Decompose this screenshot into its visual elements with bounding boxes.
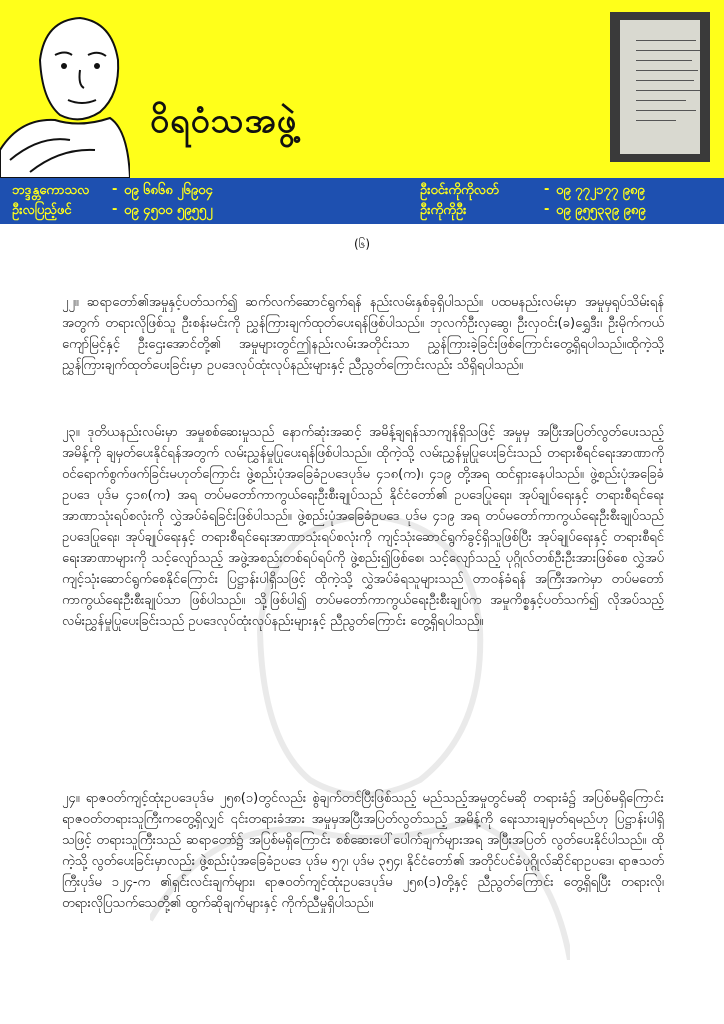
paragraph-number: ၂၃။: [62, 425, 80, 440]
paragraph-23: [62, 422, 664, 632]
contact-sep: -: [544, 182, 550, 197]
paragraph-number: ၂၄။: [62, 791, 80, 806]
contact-phone: ၀၉ ၄၅၀၀ ၅၉၅၅၂: [124, 203, 213, 218]
contact-phone: ၀၉ ၉၅၅၃၃၉ ၉၈၉: [556, 203, 646, 218]
contact-sep: -: [112, 182, 118, 197]
paragraph-text: ရာဇဝတ်ကျင့်ထုံးဥပဒေပုဒ်မ ၂၅၈(၁)တွင်လည်း စွဲချက်တင်ပြီးဖြစ်သည့် မည်သည့်အမှုတွင်မဆို တရားခံ၌ အပြစ်မရှိကြောင်း ရာဇဝတ်တရားသူကြီးကတွေ့ရှိလျှင် ၎င်းတရားခံအား အမှုမှအပြီးအပြတ်လွတ်သည့် အမိန့်ကို ရေးသားချမှတ်ရမည်ဟု ပြဋ္ဌာန်းပါရှိသဖြင့် တရားသူကြီးသည် ဆရာတော်၌ အပြစ်မရှိကြောင်း စစ်ဆေးပေါ်ပေါက်ချက်များအရ အပြီးအပြတ် လွတ်ပေးနိုင်ပါသည်။ ထိုကဲ့သို့ လွတ်ပေးခြင်းမှာလည်း ဖွဲ့စည်းပုံအခြေခံဥပဒေ ပုဒ်မ ၅၇၊ ပုဒ်မ ၃၅၄၊ နိုင်ငံတော်၏ အတိုင်ပင်ခံပုဂ္ဂိုလ်ဆိုင်ရာဥပဒေ၊ ရာဇသတ်ကြီးပုဒ်မ ၁၂၄-က ၏ရှင်းလင်းချက်များ၊ ရာဇဝတ်ကျင့်ထုံးဥပဒေပုဒ်မ ၂၅၈(၁)တို့နှင့် ညီညွတ်ကြောင်း တွေ့ရှိရပြီး တရားလို၊ တရားလိုပြသက်သေတို့၏ ထွက်ဆိုချက်များနှင့် ကိုက်ညီမှုရှိပါသည်။: [62, 791, 664, 911]
monk-portrait-illustration: [0, 0, 130, 178]
contact-name: ဘဒ္ဒန္တကောသလ: [12, 183, 90, 198]
contact-name: ဦးဝင်းကိုကိုလတ်: [420, 183, 499, 198]
paragraph-number: ၂၂။: [62, 295, 79, 310]
contact-sep: -: [112, 202, 118, 217]
contact-phone: ၀၉ ၇၇၂၁၇၇ ၉၈၉: [556, 183, 645, 198]
page-number: (၆): [353, 237, 371, 251]
paragraph-24: [62, 788, 664, 914]
contact-name: ဦးလပြည့်ဖင်: [12, 203, 72, 218]
organization-name: ဝိရဝံသအဖွဲ့: [150, 101, 298, 141]
contact-name: ဦးကိုကိုဦး: [420, 203, 467, 218]
contact-phone: ၀၉ ၆၈၆၈ ၂၆၉၀၄: [124, 183, 213, 198]
paragraph-text: ဒုတိယနည်းလမ်းမှာ အမှုစစ်ဆေးမှုသည် နောက်ဆုံးအဆင့် အမိန့်ချရန်သာကျန်ရှိသဖြင့် အမှုမှ အပြီးအပြတ်လွတ်ပေးသည့်အမိန့်ကို ချမှတ်ပေးနိုင်ရန်အတွက် လမ်းညွှန်မှုပြုပေးရန်ဖြစ်ပါသည်။ ထိုကဲ့သို့ လမ်းညွှန်မှုပြုပေးခြင်းသည် တရားစီရင်ရေးအာဏာကို ဝင်ရောက်စွက်ဖက်ခြင်းမဟုတ်ကြောင်း ဖွဲ့စည်းပုံအခြေခံဥပဒေပုဒ်မ ၄၁၈(က)၊ ၄၁၉ တို့အရ ထင်ရှားနေပါသည်။ ဖွဲ့စည်းပုံအခြေခံဥပဒေ ပုဒ်မ ၄၁၈(က) အရ တပ်မတော်ကာကွယ်ရေးဦးစီးချုပ်သည် နိုင်ငံတော်၏ ဥပဒေပြုရေး၊ အုပ်ချုပ်ရေးနှင့် တရားစီရင်ရေးအာဏာသုံးရပ်စလုံးကို လွှဲအပ်ခံရခြင်းဖြစ်ပါသည်။ ဖွဲ့စည်းပုံအခြေခံဥပဒေ ပုဒ်မ ၄၁၉ အရ တပ်မတော်ကာကွယ်ရေးဦးစီးချုပ်သည် ဥပဒေပြုရေး၊ အုပ်ချုပ်ရေးနှင့် တရားစီရင်ရေးအာဏာသုံးရပ်စလုံးကို ကျင့်သုံးဆောင်ရွက်ခွင့်ရှိသူဖြစ်ပြီး အုပ်ချုပ်ရေးနှင့် တရားစီရင်ရေးအာဏာများကို သင့်လျော်သည့် အဖွဲ့အစည်းတစ်ရပ်ရပ်ကို ဖွဲ့စည်း၍ဖြစ်စေ၊ သင့်လျော်သည့် ပုဂ္ဂိုလ်တစ်ဦးဦးအားဖြစ်စေ လွှဲအပ်ကျင့်သုံးဆောင်ရွက်စေနိုင်ကြောင်း ပြဋ္ဌာန်းပါရှိသဖြင့် ထိုကဲ့သို့ လွှဲအပ်ခံရသူများသည် တာဝန်ခံရန် အကြီးအကဲမှာ တပ်မတော်ကာကွယ်ရေးဦးစီးချုပ်သာ ဖြစ်ပါသည်။ သို့ဖြစ်ပါ၍ တပ်မတော်ကာကွယ်ရေးဦးစီးချုပ်က အမှုကိစ္စနှင့်ပတ်သက်၍ လိုအပ်သည့် လမ်းညွှန်မှုပြုပေးခြင်းသည် ဥပဒေလုပ်ထုံးလုပ်နည်းများနှင့် ညီညွတ်ကြောင်း တွေ့ရှိရပါသည်။: [62, 425, 664, 629]
document-photo: [610, 12, 710, 162]
paragraph-22: [62, 292, 664, 376]
contact-bar: [0, 178, 724, 224]
contact-sep: -: [544, 202, 550, 217]
paragraph-text: ဆရာတော်၏အမှုနှင့်ပတ်သက်၍ ဆက်လက်ဆောင်ရွက်ရန် နည်းလမ်းနှစ်ခုရှိပါသည်။ ပထမနည်းလမ်းမှာ အမှုမှရုပ်သိမ်းရန်အတွက် တရားလိုဖြစ်သူ ဦးစန်းမင်းကို ညွှန်ကြားချက်ထုတ်ပေးရန်ဖြစ်ပါသည်။ ဘုလက်ဦးလှဆွေ၊ ဦးလှဝင်း(ခ)ရွှေဒီး၊ ဦးမိုက်ကယ်ကျော်မြင့်နှင့် ဦးဌေးအောင်တို့၏ အမှုများတွင်ဤနည်းလမ်းအတိုင်းသာ ညွှန်ကြားခဲ့ခြင်းဖြစ်ကြောင်းတွေ့ရှိရပါသည်။ထိုကဲ့သို့ ညွှန်ကြားချက်ထုတ်ပေးခြင်းမှာ ဥပဒေလုပ်ထုံးလုပ်နည်းများနှင့် ညီညွတ်ကြောင်းလည်း သိရှိရပါသည်။: [62, 295, 664, 373]
header-banner: [0, 0, 724, 178]
